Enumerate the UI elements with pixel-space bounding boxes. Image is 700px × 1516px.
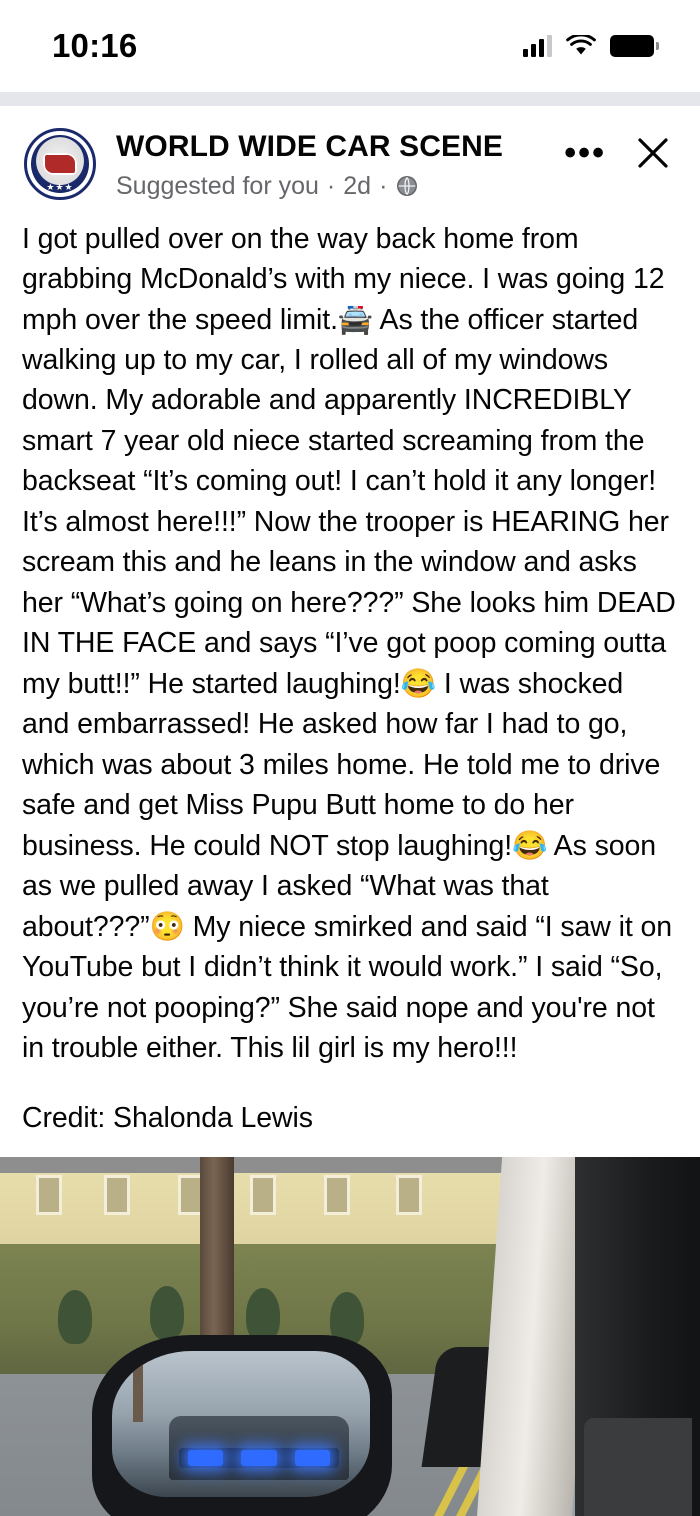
police-lightbar [179,1448,339,1468]
post-header-text [96,128,564,201]
avatar[interactable]: ★★★ [24,128,96,200]
post-subtitle [116,171,564,201]
page-name[interactable]: WORLD WIDE CAR SCENE [116,130,503,163]
suggested-label: Suggested for you [116,171,319,200]
post-credit: Credit: Shalonda Lewis [22,1102,313,1135]
post-header-actions [564,128,676,170]
cellular-signal-icon [523,35,552,57]
more-options-button[interactable]: ••• [564,133,606,172]
battery-full-icon [610,35,654,57]
status-time: 10:16 [52,27,138,64]
close-icon[interactable] [636,136,670,170]
globe-public-icon [395,174,419,198]
subtitle-separator-2: · [379,171,388,200]
status-bar [0,0,700,92]
facebook-post [0,106,700,1516]
status-icons [523,35,654,57]
subtitle-separator-1: · [326,171,336,200]
side-mirror [92,1335,392,1516]
post-body [0,207,700,1069]
post-photo[interactable] [0,1157,700,1516]
section-divider [0,92,700,106]
post-timestamp: 2d [343,171,372,200]
post-header [0,106,700,207]
wifi-icon [566,35,596,57]
post-body-text: I got pulled over on the way back home from grabbing McDonald’s with my niece. I was going 12 mph over the speed limit.🚔 As the officer started walking up to my car, I rolled all of my windows down. My adorable and apparently INCREDIBLY smart 7 year old niece started screaming from the backseat “It’s coming out! I can’t hold it any longer! It’s almost here!!!” Now the trooper is HEARING her scream this and he leans in the window and asks her “What’s going on here???” She looks him DEAD IN THE FACE and says “I’ve got poop coming outta my butt!!” He started laughing!😂 I was shocked and embarrassed! He asked how far I had to go, which was about 3 miles home. He told me to drive safe and get Miss Pupu Butt home to do her business. He could NOT stop laughing!😂 As soon as we pulled away I asked “What was that about???”😳 My niece smirked and said “I saw it on YouTube but I didn’t think it would work.” I said “So, you’re not pooping?” She said nope and you're not in trouble either. This lil girl is my hero!!! [22,222,676,1064]
